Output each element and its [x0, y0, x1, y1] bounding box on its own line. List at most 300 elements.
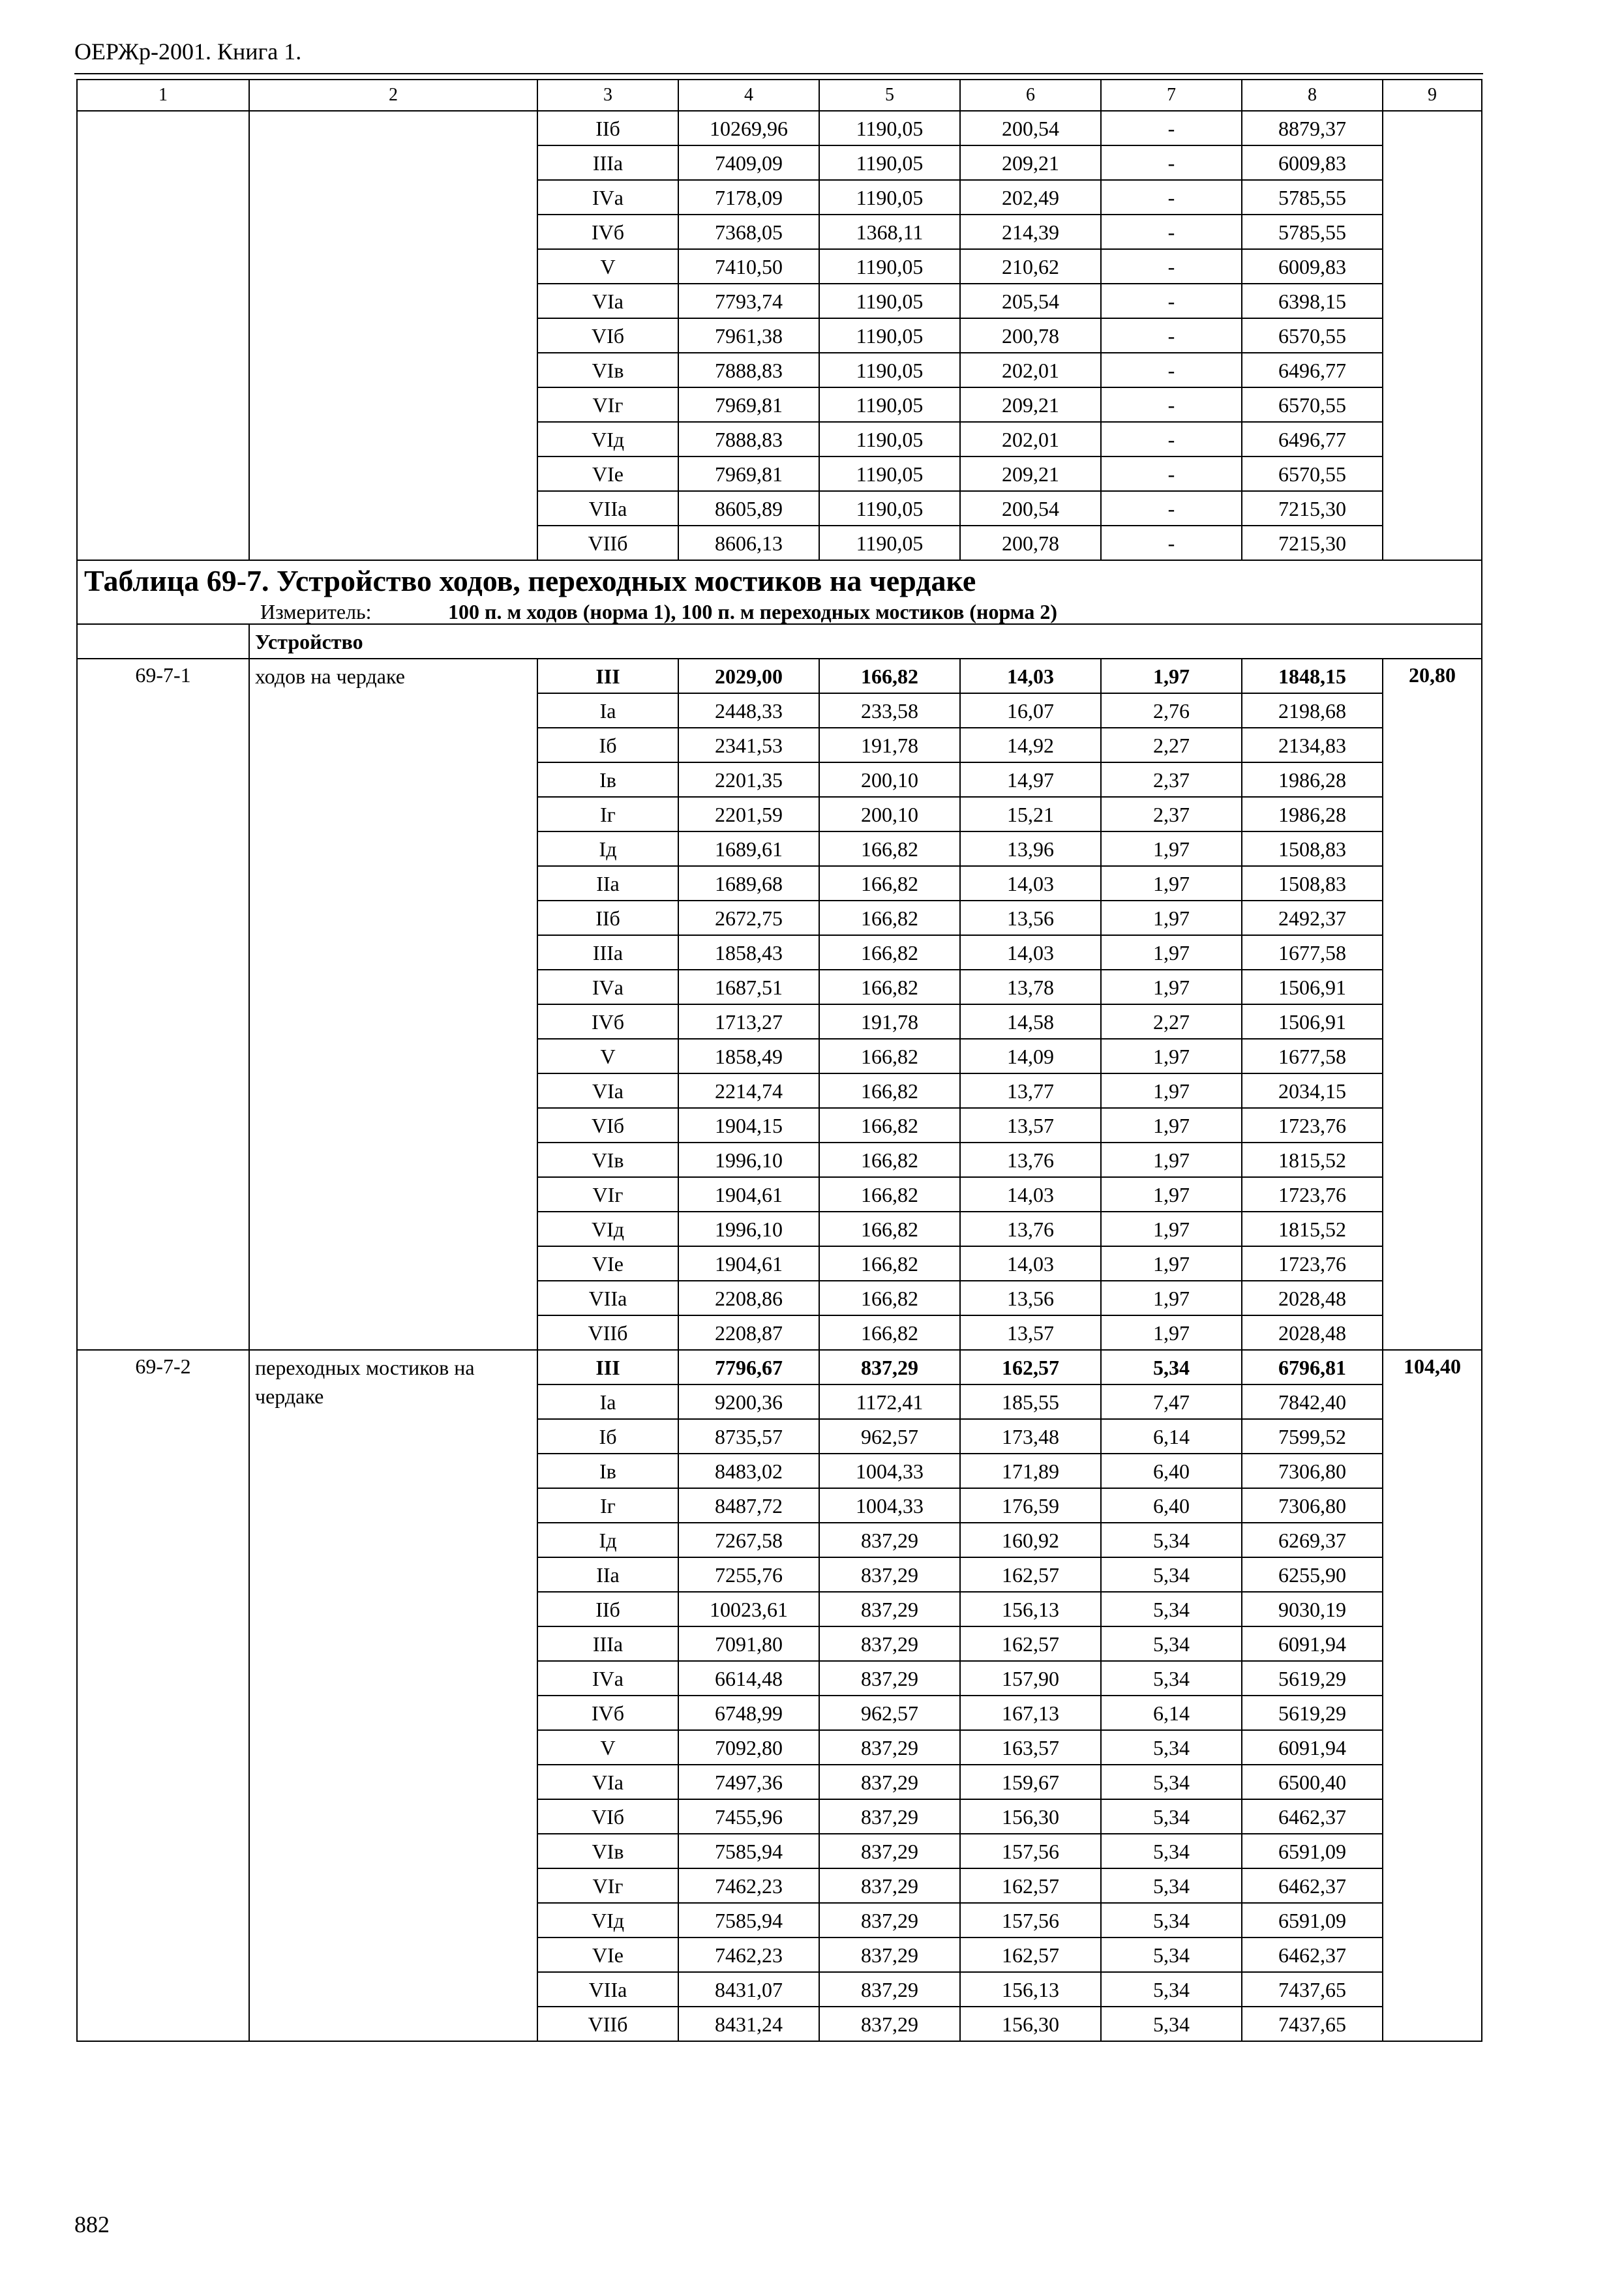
- value-cell: 166,82: [819, 901, 960, 935]
- value-cell: 1508,83: [1242, 831, 1383, 866]
- value-cell: 1506,91: [1242, 1004, 1383, 1039]
- value-cell: 8879,37: [1242, 111, 1383, 145]
- page-number: 882: [74, 2211, 110, 2237]
- value-cell: 14,09: [960, 1039, 1101, 1073]
- value-cell: 15,21: [960, 797, 1101, 831]
- value-cell: 5,34: [1101, 1557, 1242, 1592]
- value-cell: -: [1101, 111, 1242, 145]
- value-cell: 1190,05: [819, 111, 960, 145]
- value-cell: 6,14: [1101, 1696, 1242, 1730]
- value-cell: 8605,89: [678, 491, 819, 526]
- zone-cell: IIб: [537, 111, 678, 145]
- value-cell: 233,58: [819, 693, 960, 728]
- column-index-cell: 9: [1383, 80, 1482, 111]
- zone-cell: IIа: [537, 1557, 678, 1592]
- value-cell: 13,76: [960, 1212, 1101, 1246]
- item-name: ходов на чердаке: [249, 659, 537, 1350]
- value-cell: 1904,61: [678, 1177, 819, 1212]
- code-cell: [77, 111, 249, 560]
- value-cell: 166,82: [819, 1143, 960, 1177]
- value-cell: 156,30: [960, 1799, 1101, 1834]
- value-cell: 205,54: [960, 284, 1101, 318]
- zone-cell: VIг: [537, 1868, 678, 1903]
- zone-cell: Iб: [537, 728, 678, 762]
- value-cell: 962,57: [819, 1696, 960, 1730]
- table-title-cell: [77, 560, 1482, 624]
- value-cell: 1172,41: [819, 1384, 960, 1419]
- value-cell: 5,34: [1101, 1661, 1242, 1696]
- value-cell: 202,01: [960, 353, 1101, 387]
- value-cell: 8483,02: [678, 1454, 819, 1488]
- zone-cell: VIе: [537, 1937, 678, 1972]
- value-cell: 962,57: [819, 1419, 960, 1454]
- value-cell: 2492,37: [1242, 901, 1383, 935]
- value-cell: 2208,87: [678, 1315, 819, 1350]
- zone-cell: IIб: [537, 1592, 678, 1626]
- value-cell: 7462,23: [678, 1868, 819, 1903]
- value-cell: 166,82: [819, 1315, 960, 1350]
- value-cell: 7437,65: [1242, 1972, 1383, 2007]
- value-cell: 200,78: [960, 526, 1101, 560]
- value-cell: 156,13: [960, 1972, 1101, 2007]
- value-cell: -: [1101, 180, 1242, 215]
- value-cell: 837,29: [819, 1626, 960, 1661]
- value-cell: 9030,19: [1242, 1592, 1383, 1626]
- value-cell: 1,97: [1101, 901, 1242, 935]
- value-cell: 5619,29: [1242, 1696, 1383, 1730]
- value-cell: 837,29: [819, 1937, 960, 1972]
- zone-cell: VIг: [537, 1177, 678, 1212]
- zone-cell: III: [537, 1350, 678, 1384]
- zone-cell: V: [537, 249, 678, 284]
- value-cell: 163,57: [960, 1730, 1101, 1765]
- value-cell: 6,40: [1101, 1488, 1242, 1523]
- value-cell: 2201,35: [678, 762, 819, 797]
- value-cell: 2201,59: [678, 797, 819, 831]
- value-cell: 5,34: [1101, 2007, 1242, 2041]
- column-index-cell: 6: [960, 80, 1101, 111]
- value-cell: 6398,15: [1242, 284, 1383, 318]
- value-cell: 156,30: [960, 2007, 1101, 2041]
- value-cell: 6570,55: [1242, 456, 1383, 491]
- value-cell: 7306,80: [1242, 1488, 1383, 1523]
- value-cell: 7409,09: [678, 145, 819, 180]
- value-cell: 2198,68: [1242, 693, 1383, 728]
- value-cell: 166,82: [819, 970, 960, 1004]
- zone-cell: Iд: [537, 831, 678, 866]
- value-cell: 185,55: [960, 1384, 1101, 1419]
- value-cell: 1986,28: [1242, 762, 1383, 797]
- value-cell: 166,82: [819, 1177, 960, 1212]
- item-col9: 20,80: [1383, 659, 1482, 1350]
- value-cell: 202,01: [960, 422, 1101, 456]
- value-cell: 7092,80: [678, 1730, 819, 1765]
- value-cell: 6462,37: [1242, 1868, 1383, 1903]
- value-cell: 837,29: [819, 1592, 960, 1626]
- zone-cell: Iв: [537, 1454, 678, 1488]
- value-cell: 5619,29: [1242, 1661, 1383, 1696]
- value-cell: 6500,40: [1242, 1765, 1383, 1799]
- value-cell: 837,29: [819, 2007, 960, 2041]
- value-cell: 2034,15: [1242, 1073, 1383, 1108]
- value-cell: 157,56: [960, 1903, 1101, 1937]
- value-cell: 7585,94: [678, 1903, 819, 1937]
- value-cell: 2029,00: [678, 659, 819, 693]
- section-label: Устройство: [249, 624, 1482, 659]
- zone-cell: III: [537, 659, 678, 693]
- value-cell: 1190,05: [819, 491, 960, 526]
- column-index-cell: 5: [819, 80, 960, 111]
- value-cell: 5,34: [1101, 1350, 1242, 1384]
- value-cell: 5,34: [1101, 1765, 1242, 1799]
- value-cell: 7255,76: [678, 1557, 819, 1592]
- value-cell: 7455,96: [678, 1799, 819, 1834]
- value-cell: 6496,77: [1242, 353, 1383, 387]
- value-cell: 162,57: [960, 1350, 1101, 1384]
- value-cell: 166,82: [819, 935, 960, 970]
- section-row: [77, 624, 1482, 659]
- value-cell: 837,29: [819, 1557, 960, 1592]
- meter-value: 100 п. м ходов (норма 1), 100 п. м переходных мостиков (норма 2): [448, 600, 1057, 623]
- value-cell: 14,92: [960, 728, 1101, 762]
- value-cell: 1986,28: [1242, 797, 1383, 831]
- value-cell: 214,39: [960, 215, 1101, 249]
- value-cell: 7368,05: [678, 215, 819, 249]
- meter-label: Измеритель:: [260, 600, 372, 623]
- value-cell: 157,90: [960, 1661, 1101, 1696]
- zone-cell: VIб: [537, 1799, 678, 1834]
- value-cell: 14,97: [960, 762, 1101, 797]
- value-cell: 7961,38: [678, 318, 819, 353]
- value-cell: 1368,11: [819, 215, 960, 249]
- value-cell: 156,13: [960, 1592, 1101, 1626]
- value-cell: 1723,76: [1242, 1246, 1383, 1281]
- value-cell: 1506,91: [1242, 970, 1383, 1004]
- value-cell: -: [1101, 145, 1242, 180]
- value-cell: 5,34: [1101, 1592, 1242, 1626]
- value-cell: 13,96: [960, 831, 1101, 866]
- value-cell: 166,82: [819, 1108, 960, 1143]
- value-cell: 6009,83: [1242, 145, 1383, 180]
- value-cell: 5,34: [1101, 1937, 1242, 1972]
- zone-cell: VIб: [537, 1108, 678, 1143]
- value-cell: 1,97: [1101, 1246, 1242, 1281]
- value-cell: 837,29: [819, 1765, 960, 1799]
- value-cell: 1677,58: [1242, 935, 1383, 970]
- value-cell: 166,82: [819, 866, 960, 901]
- column-index-cell: 7: [1101, 80, 1242, 111]
- zone-cell: Iв: [537, 762, 678, 797]
- value-cell: 5785,55: [1242, 215, 1383, 249]
- value-cell: 1190,05: [819, 387, 960, 422]
- value-cell: 1190,05: [819, 456, 960, 491]
- value-cell: 6,40: [1101, 1454, 1242, 1488]
- value-cell: 173,48: [960, 1419, 1101, 1454]
- value-cell: 6091,94: [1242, 1730, 1383, 1765]
- name-cell: [249, 111, 537, 560]
- zone-cell: VIв: [537, 353, 678, 387]
- zone-cell: IVб: [537, 1004, 678, 1039]
- value-cell: 7796,67: [678, 1350, 819, 1384]
- value-cell: 1848,15: [1242, 659, 1383, 693]
- value-cell: 13,57: [960, 1315, 1101, 1350]
- value-cell: 1190,05: [819, 284, 960, 318]
- value-cell: 1,97: [1101, 831, 1242, 866]
- value-cell: 6591,09: [1242, 1903, 1383, 1937]
- table-title: Таблица 69-7. Устройство ходов, переходных мостиков на чердаке: [84, 564, 976, 597]
- value-cell: 202,49: [960, 180, 1101, 215]
- value-cell: 14,58: [960, 1004, 1101, 1039]
- value-cell: 1190,05: [819, 145, 960, 180]
- value-cell: 837,29: [819, 1972, 960, 2007]
- value-cell: 14,03: [960, 1177, 1101, 1212]
- value-cell: 6462,37: [1242, 1937, 1383, 1972]
- value-cell: 7178,09: [678, 180, 819, 215]
- zone-cell: V: [537, 1730, 678, 1765]
- value-cell: 14,03: [960, 1246, 1101, 1281]
- zone-cell: IIIа: [537, 935, 678, 970]
- value-cell: 200,78: [960, 318, 1101, 353]
- value-cell: 7969,81: [678, 456, 819, 491]
- value-cell: 171,89: [960, 1454, 1101, 1488]
- value-cell: 7793,74: [678, 284, 819, 318]
- value-cell: 7215,30: [1242, 491, 1383, 526]
- column-index-cell: 3: [537, 80, 678, 111]
- value-cell: 191,78: [819, 728, 960, 762]
- zone-cell: IIIа: [537, 1626, 678, 1661]
- value-cell: 1723,76: [1242, 1108, 1383, 1143]
- value-cell: -: [1101, 249, 1242, 284]
- value-cell: 5,34: [1101, 1523, 1242, 1557]
- value-cell: 837,29: [819, 1730, 960, 1765]
- value-cell: 6462,37: [1242, 1799, 1383, 1834]
- value-cell: -: [1101, 284, 1242, 318]
- value-cell: 200,54: [960, 111, 1101, 145]
- value-cell: 5,34: [1101, 1868, 1242, 1903]
- column-index-cell: 2: [249, 80, 537, 111]
- zone-cell: Iа: [537, 693, 678, 728]
- value-cell: 162,57: [960, 1868, 1101, 1903]
- value-cell: 1190,05: [819, 422, 960, 456]
- value-cell: 7842,40: [1242, 1384, 1383, 1419]
- rates-table: [76, 79, 1482, 2042]
- item-code: 69-7-2: [77, 1350, 249, 2041]
- zone-cell: VIб: [537, 318, 678, 353]
- value-cell: 13,77: [960, 1073, 1101, 1108]
- column-index-cell: 4: [678, 80, 819, 111]
- table-row: [77, 111, 1482, 145]
- zone-cell: VIа: [537, 284, 678, 318]
- value-cell: 1713,27: [678, 1004, 819, 1039]
- value-cell: 166,82: [819, 1246, 960, 1281]
- value-cell: 6255,90: [1242, 1557, 1383, 1592]
- value-cell: 1996,10: [678, 1143, 819, 1177]
- value-cell: 162,57: [960, 1626, 1101, 1661]
- value-cell: 2134,83: [1242, 728, 1383, 762]
- value-cell: 6269,37: [1242, 1523, 1383, 1557]
- value-cell: 1904,15: [678, 1108, 819, 1143]
- value-cell: 2,37: [1101, 797, 1242, 831]
- value-cell: 1,97: [1101, 1281, 1242, 1315]
- value-cell: 837,29: [819, 1799, 960, 1834]
- value-cell: 837,29: [819, 1661, 960, 1696]
- value-cell: 14,03: [960, 866, 1101, 901]
- zone-cell: VIIа: [537, 491, 678, 526]
- value-cell: 1190,05: [819, 353, 960, 387]
- value-cell: 6091,94: [1242, 1626, 1383, 1661]
- value-cell: 16,07: [960, 693, 1101, 728]
- value-cell: 7306,80: [1242, 1454, 1383, 1488]
- value-cell: 2672,75: [678, 901, 819, 935]
- zone-cell: Iа: [537, 1384, 678, 1419]
- value-cell: 1,97: [1101, 1039, 1242, 1073]
- value-cell: 13,76: [960, 1143, 1101, 1177]
- value-cell: 1190,05: [819, 318, 960, 353]
- item-col9: 104,40: [1383, 1350, 1482, 2041]
- value-cell: 7585,94: [678, 1834, 819, 1868]
- zone-cell: IVа: [537, 970, 678, 1004]
- zone-cell: VIд: [537, 1212, 678, 1246]
- value-cell: 166,82: [819, 659, 960, 693]
- value-cell: 160,92: [960, 1523, 1101, 1557]
- value-cell: 1004,33: [819, 1454, 960, 1488]
- value-cell: -: [1101, 422, 1242, 456]
- value-cell: 7462,23: [678, 1937, 819, 1972]
- zone-cell: V: [537, 1039, 678, 1073]
- table-row: [77, 1350, 1482, 1384]
- column-index-cell: 1: [77, 80, 249, 111]
- value-cell: 166,82: [819, 1039, 960, 1073]
- value-cell: -: [1101, 456, 1242, 491]
- zone-cell: VIе: [537, 1246, 678, 1281]
- column-index-cell: 8: [1242, 80, 1383, 111]
- table-row: [77, 659, 1482, 693]
- value-cell: 5,34: [1101, 1799, 1242, 1834]
- value-cell: 166,82: [819, 831, 960, 866]
- zone-cell: VIIб: [537, 1315, 678, 1350]
- zone-cell: VIв: [537, 1143, 678, 1177]
- value-cell: -: [1101, 387, 1242, 422]
- value-cell: 210,62: [960, 249, 1101, 284]
- value-cell: 13,56: [960, 901, 1101, 935]
- value-cell: 13,56: [960, 1281, 1101, 1315]
- value-cell: 1996,10: [678, 1212, 819, 1246]
- value-cell: 1677,58: [1242, 1039, 1383, 1073]
- value-cell: 162,57: [960, 1557, 1101, 1592]
- zone-cell: VIIа: [537, 1281, 678, 1315]
- value-cell: 1689,61: [678, 831, 819, 866]
- value-cell: 7267,58: [678, 1523, 819, 1557]
- zone-cell: VIв: [537, 1834, 678, 1868]
- value-cell: 6009,83: [1242, 249, 1383, 284]
- value-cell: 8431,07: [678, 1972, 819, 2007]
- value-cell: 13,78: [960, 970, 1101, 1004]
- value-cell: 1,97: [1101, 1212, 1242, 1246]
- value-cell: 837,29: [819, 1834, 960, 1868]
- value-cell: 8487,72: [678, 1488, 819, 1523]
- value-cell: 8431,24: [678, 2007, 819, 2041]
- zone-cell: IVа: [537, 180, 678, 215]
- value-cell: 7215,30: [1242, 526, 1383, 560]
- value-cell: 209,21: [960, 456, 1101, 491]
- zone-cell: Iг: [537, 797, 678, 831]
- zone-cell: VIIб: [537, 2007, 678, 2041]
- zone-cell: Iд: [537, 1523, 678, 1557]
- column-index-row: [77, 80, 1482, 111]
- zone-cell: VIIб: [537, 526, 678, 560]
- zone-cell: IVб: [537, 215, 678, 249]
- value-cell: 1,97: [1101, 1073, 1242, 1108]
- value-cell: 7,47: [1101, 1384, 1242, 1419]
- value-cell: 2208,86: [678, 1281, 819, 1315]
- value-cell: 5,34: [1101, 1730, 1242, 1765]
- value-cell: 2,27: [1101, 728, 1242, 762]
- value-cell: -: [1101, 318, 1242, 353]
- value-cell: 7437,65: [1242, 2007, 1383, 2041]
- value-cell: 7497,36: [678, 1765, 819, 1799]
- value-cell: 7969,81: [678, 387, 819, 422]
- value-cell: 200,54: [960, 491, 1101, 526]
- value-cell: 1815,52: [1242, 1143, 1383, 1177]
- value-cell: 6,14: [1101, 1419, 1242, 1454]
- value-cell: 5,34: [1101, 1903, 1242, 1937]
- value-cell: 1508,83: [1242, 866, 1383, 901]
- zone-cell: VIе: [537, 456, 678, 491]
- value-cell: 200,10: [819, 797, 960, 831]
- value-cell: 7091,80: [678, 1626, 819, 1661]
- value-cell: 200,10: [819, 762, 960, 797]
- value-cell: 1815,52: [1242, 1212, 1383, 1246]
- value-cell: 1004,33: [819, 1488, 960, 1523]
- zone-cell: IIб: [537, 901, 678, 935]
- value-cell: 1,97: [1101, 1108, 1242, 1143]
- value-cell: 166,82: [819, 1281, 960, 1315]
- value-cell: 2,27: [1101, 1004, 1242, 1039]
- value-cell: 6796,81: [1242, 1350, 1383, 1384]
- value-cell: 837,29: [819, 1903, 960, 1937]
- value-cell: 1,97: [1101, 1177, 1242, 1212]
- value-cell: -: [1101, 353, 1242, 387]
- value-cell: 157,56: [960, 1834, 1101, 1868]
- value-cell: -: [1101, 215, 1242, 249]
- value-cell: -: [1101, 526, 1242, 560]
- value-cell: 1689,68: [678, 866, 819, 901]
- value-cell: 5785,55: [1242, 180, 1383, 215]
- value-cell: 837,29: [819, 1868, 960, 1903]
- value-cell: 176,59: [960, 1488, 1101, 1523]
- value-cell: 837,29: [819, 1350, 960, 1384]
- value-cell: 1,97: [1101, 1143, 1242, 1177]
- value-cell: 1,97: [1101, 970, 1242, 1004]
- col9-cell: [1383, 111, 1482, 560]
- zone-cell: IVб: [537, 1696, 678, 1730]
- zone-cell: IIIа: [537, 145, 678, 180]
- value-cell: 7888,83: [678, 353, 819, 387]
- value-cell: 6570,55: [1242, 387, 1383, 422]
- zone-cell: VIг: [537, 387, 678, 422]
- section-spacer: [77, 624, 249, 659]
- value-cell: 6570,55: [1242, 318, 1383, 353]
- value-cell: 166,82: [819, 1073, 960, 1108]
- value-cell: 6496,77: [1242, 422, 1383, 456]
- value-cell: 837,29: [819, 1523, 960, 1557]
- value-cell: 1190,05: [819, 526, 960, 560]
- value-cell: 209,21: [960, 145, 1101, 180]
- zone-cell: IIа: [537, 866, 678, 901]
- zone-cell: VIд: [537, 1903, 678, 1937]
- value-cell: 1190,05: [819, 249, 960, 284]
- value-cell: 2,37: [1101, 762, 1242, 797]
